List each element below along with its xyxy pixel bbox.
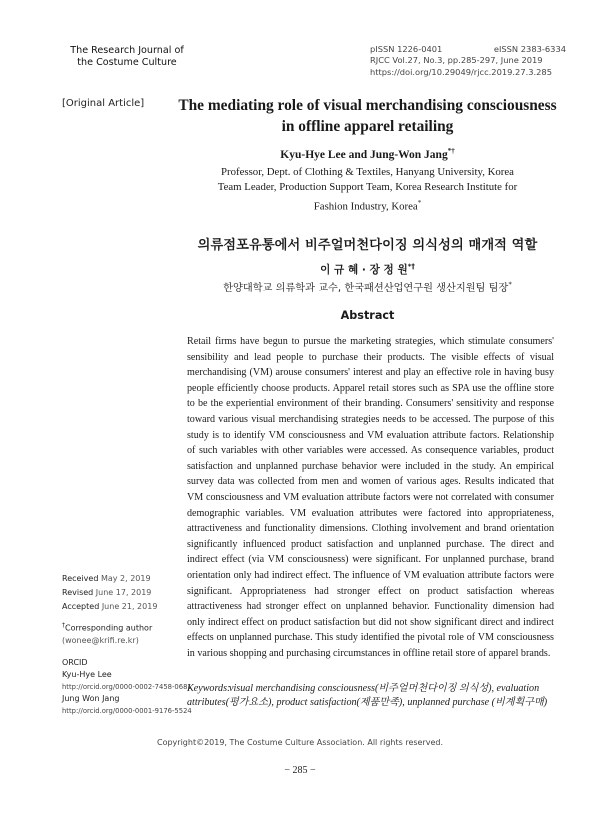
accepted-date: June 21, 2019	[101, 602, 158, 611]
korean-title: 의류점포유통에서 비주얼머천다이징 의식성의 매개적 역할	[197, 238, 538, 253]
pissn: pISSN 1226-0401	[370, 44, 443, 54]
keywords-text: visual merchandising consciousness(비주얼머천다이징 의식성), evaluation attributes(평가요소), product satisfaction(제품만족), unplanned purchase (비계획구매)	[187, 683, 548, 708]
corresponding-mark: †	[62, 622, 65, 629]
korean-affiliation-text: 한양대학교 의류학과 교수, 한국패션산업연구원 생산지원팀 팀장	[223, 283, 509, 294]
affiliation-line1: Professor, Dept. of Clothing & Textiles, Hanyang University, Korea	[221, 166, 514, 178]
keywords-label: Keywords:	[187, 683, 231, 694]
orcid-name1: Kyu-Hye Lee	[62, 670, 112, 679]
paper-title	[175, 95, 560, 137]
korean-authors	[175, 262, 560, 277]
corresponding-label: Corresponding author	[65, 623, 153, 633]
journal-name-line1: The Research Journal of	[70, 45, 184, 56]
corresponding-author	[62, 620, 152, 647]
revised-label: Revised	[62, 588, 94, 597]
citation: RJCC Vol.27, No.3, pp.285-297, June 2019	[370, 55, 543, 66]
page-number: − 285 −	[284, 765, 316, 776]
affiliation-line2: Team Leader, Production Support Team, Korea Research Institute for	[217, 181, 518, 194]
author-mark: *†	[447, 147, 455, 155]
revised-date: June 17, 2019	[95, 588, 152, 597]
article-dates	[62, 572, 157, 614]
korean-affiliation-mark: *	[508, 280, 512, 289]
orcid-url1[interactable]: http://orcid.org/0000-0002-7458-0681	[62, 683, 192, 691]
corresponding-email[interactable]: (wonee@krifi.re.kr)	[62, 635, 139, 645]
korean-author-names: 이 규 혜 · 장 정 원	[320, 264, 408, 276]
keywords	[187, 682, 554, 710]
korean-affiliation	[175, 279, 560, 294]
orcid-url2[interactable]: http://orcid.org/0000-0001-9176-5524	[62, 707, 192, 715]
title-line1: The mediating role of visual merchandising consciousness	[178, 97, 557, 114]
journal-name-line2: the Costume Culture	[77, 57, 177, 68]
abstract-text: Retail firms have begun to pursue the marketing strategies, which stimulate consumers' sensibility and lead people to purchase their products. The visible effects of visual merchandising (VM) arouse consumers' interest and play an effective role in having busy people efficiently choose products. Apparel retail stores such as SPA use the offline store to be the experiential environment of their branding. Consumers' sensitivity and response toward various visual merchandising strategies needs to be accessed. The purpose of this study is to identify VM consciousness and VM evaluation attribute factors. Relationship of such variables with other variables were accessed. As consequence variables, product satisfaction and unplanned purchase behavior were included in the study. An empirical survey data was collected from men and women of various ages. Results indicated that VM consciousness and VM evaluation attribute factors were not correlated with consumer demographic variables. VM evaluation attributes were factored into appropriateness, attractiveness and functionality dimensions. Clothing involvement and brand orientation significantly influenced product satisfaction and unplanned purchase. The direct and indirect effect (via VM consciousness) were significant. For unplanned purchase, brand orientation only had indirect effect. The influence of VM evaluation attribute factors were significant. Appropriateness had stronger effect on product satisfaction whereas attractiveness had stronger effect on unplanned behavior. Functionality dimension had only indirect effect on product satisfaction but did not show significant direct and indirect effects on unplanned purchase. This study identified the pivotal role of VM consciousness in various shopping and purchasing circumstances in offline retail store of apparel brands.	[187, 336, 554, 659]
affiliation-mark: *	[417, 198, 422, 207]
abstract-heading: Abstract	[340, 309, 395, 322]
affiliation	[185, 165, 550, 215]
korean-author-mark: *†	[407, 262, 415, 271]
doi-link[interactable]: https://doi.org/10.29049/rjcc.2019.27.3.285	[370, 66, 552, 77]
affiliation-line3: Fashion Industry, Korea	[313, 200, 418, 213]
orcid-label: ORCID	[62, 658, 88, 667]
authors	[175, 147, 560, 161]
author-names: Kyu-Hye Lee and Jung-Won Jang	[280, 148, 448, 161]
accepted-label: Accepted	[62, 602, 100, 611]
journal-name	[62, 45, 192, 69]
received-label: Received	[62, 574, 99, 583]
eissn: eISSN 2383-6334	[493, 44, 566, 54]
issn-block	[370, 44, 566, 78]
issn-row	[370, 44, 566, 55]
received-date: May 2, 2019	[100, 574, 151, 583]
article-type: [Original Article]	[62, 98, 145, 109]
orcid-name2: Jung Won Jang	[62, 694, 120, 703]
orcid-block	[62, 657, 192, 717]
title-line2: in offline apparel retailing	[281, 118, 454, 135]
copyright: Copyright©2019, The Costume Culture Association. All rights reserved.	[156, 738, 444, 747]
